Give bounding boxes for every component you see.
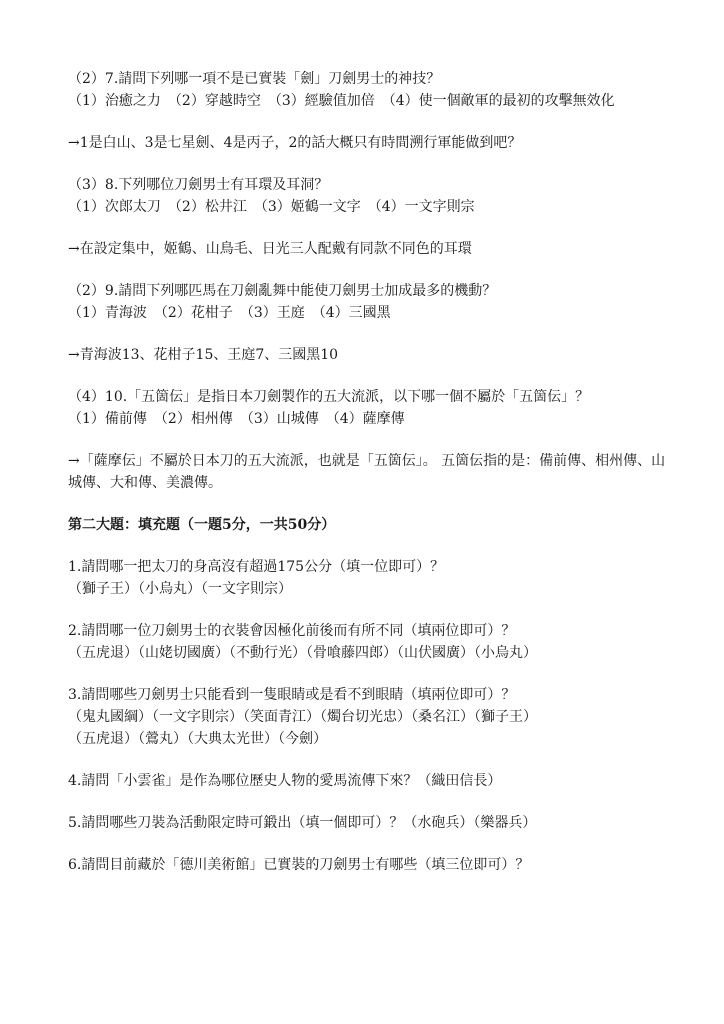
fill-q5-question: 5.請問哪些刀裝為活動限定時可鍛出（填一個即可）？（水砲兵）（樂器兵）	[68, 815, 537, 831]
section2-title: 第二大題：填充題（一題5分，一共50分）	[68, 517, 336, 533]
fill-q3-answers-2: （五虎退）（鶯丸）（大典太光世）（今劍）	[68, 731, 327, 747]
q10-question: （4）10.「五箇伝」是指日本刀劍製作的五大流派，以下哪一個不屬於「五箇伝」？	[68, 389, 590, 405]
q9-options: （1）青海波 （2）花柑子 （3）王庭 （4）三國黑	[68, 305, 391, 321]
q7-options: （1）治癒之力 （2）穿越時空 （3）經驗值加倍 （4）使一個敵軍的最初的攻擊無效化	[68, 93, 615, 109]
fill-q1-answers: （獅子王）（小烏丸）（一文字則宗）	[68, 581, 292, 597]
q7-explanation: →1是白山、3是七星劍、4是丙子，2的話大概只有時間溯行軍能做到吧？	[68, 135, 522, 151]
q10-options: （1）備前傳 （2）相州傳 （3）山城傳 （4）薩摩傳	[68, 411, 405, 427]
q8-explanation: →在設定集中，姬鶴、山鳥毛、日光三人配戴有同款不同色的耳環	[68, 241, 472, 257]
q7-question: （2）7.請問下列哪一項不是已實裝「劍」刀劍男士的神技？	[68, 71, 441, 87]
fill-q3-question: 3.請問哪些刀劍男士只能看到一隻眼睛或是看不到眼睛（填兩位即可）？	[68, 687, 516, 703]
document-page	[68, 68, 668, 876]
fill-q2-answers: （五虎退）（山姥切國廣）（不動行光）（骨喰藤四郎）（山伏國廣）（小烏丸）	[68, 645, 537, 661]
fill-q6-question: 6.請問目前藏於「德川美術館」已實裝的刀劍男士有哪些（填三位即可）？	[68, 857, 530, 873]
q9-question: （2）9.請問下列哪匹馬在刀劍亂舞中能使刀劍男士加成最多的機動？	[68, 283, 497, 299]
fill-q4-question: 4.請問「小雲雀」是作為哪位歷史人物的愛馬流傳下來？（織田信長）	[68, 773, 502, 789]
q9-explanation: →青海波13、花柑子15、王庭7、三國黑10	[68, 347, 339, 363]
fill-q3-answers-1: （鬼丸國綱）（一文字則宗）（笑面青江）（燭台切光忠）（桑名江）（獅子王）	[68, 709, 537, 725]
q8-options: （1）次郎太刀 （2）松井江 （3）姬鶴一文字 （4）一文字則宗	[68, 199, 475, 215]
q10-explanation: →「薩摩伝」不屬於日本刀的五大流派，也就是「五箇伝」。 五箇伝指的是：備前傳、相州傳、山城傳、大和傳、美濃傳。	[68, 453, 666, 491]
q8-question: （3）8.下列哪位刀劍男士有耳環及耳洞？	[68, 177, 329, 193]
fill-q2-question: 2.請問哪一位刀劍男士的衣裝會因極化前後而有所不同（填兩位即可）？	[68, 623, 516, 639]
fill-q1-question: 1.請問哪一把太刀的身高沒有超過175公分（填一位即可）？	[68, 559, 445, 575]
